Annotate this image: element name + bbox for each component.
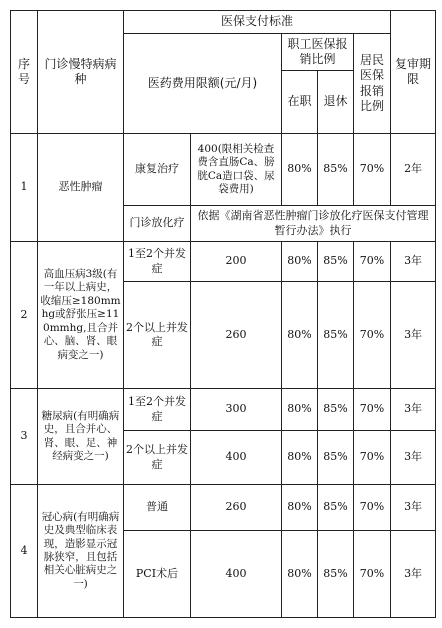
table-row [11,389,436,431]
row2-disease: 高血压病3级(有一年以上病史，收缩压≥180mmhg或舒张压≥110mmhg,且合并心、脑、肾、眼病变之一) [38,242,124,389]
row2-sub2-review: 3年 [391,282,436,389]
row2-sub2-employed: 80% [282,282,318,389]
row4-sub1-resident: 70% [354,485,391,531]
row4-sub2-retired: 85% [318,531,354,618]
row1-sub2-type: 门诊放化疗 [124,206,191,242]
row1-sub1-review: 2年 [391,134,436,206]
row3-sub1-resident: 70% [354,389,391,431]
row2-sub1-limit: 200 [191,242,282,282]
row1-sub1-resident: 70% [354,134,391,206]
row2-sub1-retired: 85% [318,242,354,282]
row2-sub1-resident: 70% [354,242,391,282]
row4-sub1-type: 普通 [124,485,191,531]
header-review: 复审期限 [391,11,436,134]
row2-sub1-employed: 80% [282,242,318,282]
row4-seq: 4 [11,485,38,618]
row3-sub1-type: 1至2个并发症 [124,389,191,431]
table-row [11,134,436,206]
row4-sub1-review: 3年 [391,485,436,531]
row1-sub2-note: 依据《湖南省恶性肿瘤门诊放化疗医保支付管理暂行办法》执行 [191,206,436,242]
row2-sub1-review: 3年 [391,242,436,282]
row3-sub1-employed: 80% [282,389,318,431]
row1-disease: 恶性肿瘤 [38,134,124,242]
table-row [11,485,436,531]
row3-sub1-limit: 300 [191,389,282,431]
row2-sub2-retired: 85% [318,282,354,389]
row3-sub2-type: 2个以上并发症 [124,431,191,485]
header-limit: 医药费用限额(元/月) [124,34,282,134]
header-standard: 医保支付标准 [124,11,391,34]
row2-sub2-limit: 260 [191,282,282,389]
row2-sub1-type: 1至2个并发症 [124,242,191,282]
row3-sub2-limit: 400 [191,431,282,485]
row3-sub2-review: 3年 [391,431,436,485]
insurance-table-page [10,10,435,617]
table-row [11,242,436,282]
row1-sub1-retired: 85% [318,134,354,206]
row3-sub1-review: 3年 [391,389,436,431]
row4-sub2-review: 3年 [391,531,436,618]
row1-sub1-type: 康复治疗 [124,134,191,206]
header-seq: 序号 [11,11,38,134]
header-staff-ratio: 职工医保报销比例 [282,34,354,71]
row4-sub2-type: PCI术后 [124,531,191,618]
row4-sub2-resident: 70% [354,531,391,618]
row2-sub2-resident: 70% [354,282,391,389]
row3-sub1-retired: 85% [318,389,354,431]
row4-sub2-employed: 80% [282,531,318,618]
row3-seq: 3 [11,389,38,485]
row4-sub1-limit: 260 [191,485,282,531]
row4-disease: 冠心病(有明确病史及典型临床表现，造影显示冠脉狭窄，且包括相关心脏病史之一) [38,485,124,618]
row3-sub2-retired: 85% [318,431,354,485]
row2-seq: 2 [11,242,38,389]
header-employed: 在职 [282,71,318,134]
header-disease: 门诊慢特病病种 [38,11,124,134]
row3-sub2-employed: 80% [282,431,318,485]
chronic-disease-payment-table [10,10,436,618]
row3-disease: 糖尿病(有明确病史，且合并心、肾、眼、足、神经病变之一) [38,389,124,485]
row4-sub2-limit: 400 [191,531,282,618]
row1-seq: 1 [11,134,38,242]
row4-sub1-retired: 85% [318,485,354,531]
row3-sub2-resident: 70% [354,431,391,485]
row2-sub2-type: 2个以上并发症 [124,282,191,389]
row4-sub1-employed: 80% [282,485,318,531]
row1-sub1-employed: 80% [282,134,318,206]
header-retired: 退休 [318,71,354,134]
header-resident-ratio: 居民医保报销比例 [354,34,391,134]
row1-sub1-limit: 400(限相关检查费含直肠Ca、膀胱Ca造口袋、尿袋费用) [191,134,282,206]
